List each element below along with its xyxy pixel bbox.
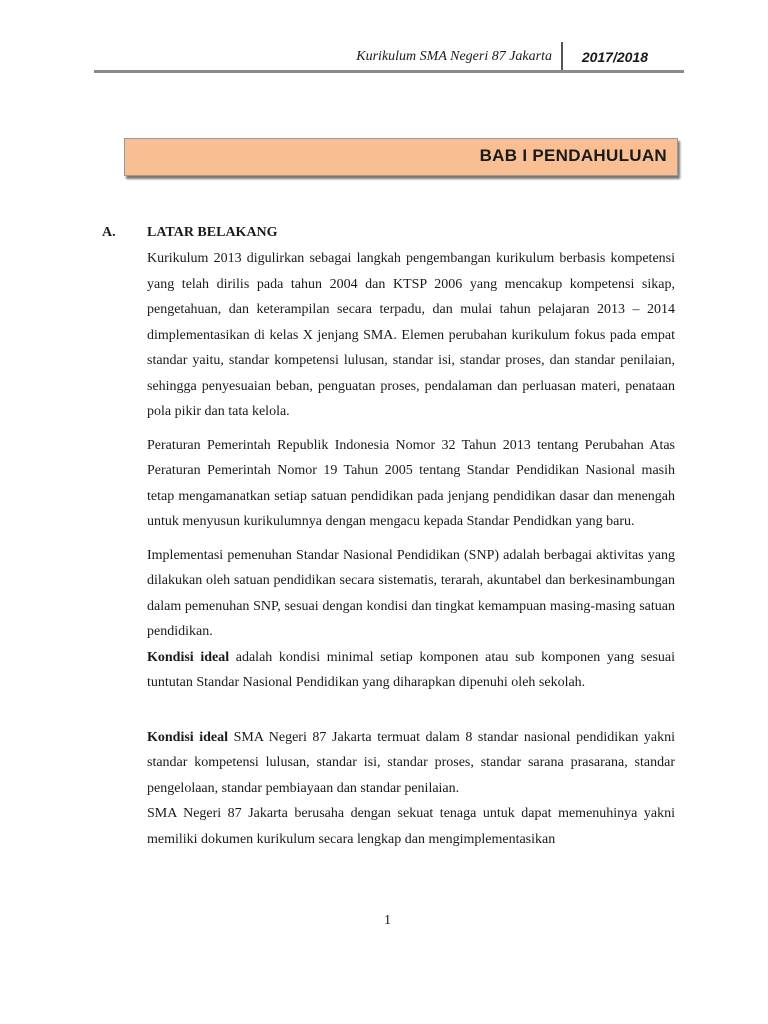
paragraph: SMA Negeri 87 Jakarta berusaha dengan sekuat tenaga untuk dapat memenuhinya yakni memiliki dokumen kurikulum secara lengkap dan mengimplementasikan xyxy=(147,806,675,847)
paragraph xyxy=(147,725,675,802)
header-year: 2017/2018 xyxy=(581,49,648,65)
paragraph: Implementasi pemenuhan Standar Nasional Pendidikan (SNP) adalah berbagai aktivitas yang dilakukan oleh satuan pendidikan secara sistematis, terarah, akuntabel dan berkesinambungan dalam pemenuhan SNP, sesuai dengan kondisi dan tingkat kemampuan masing-masing satuan pendidikan. xyxy=(147,547,675,639)
section-number: A. xyxy=(102,225,116,240)
section-body xyxy=(147,246,675,852)
paragraph-text: SMA Negeri 87 Jakarta termuat dalam 8 standar nasional pendidikan yakni standar kompetensi lulusan, standar isi, standar proses, standar sarana prasarana, standar pengelolaan, standar pembiayaan dan standar penilaian. xyxy=(147,729,675,796)
paragraph: Kurikulum 2013 digulirkan sebagai langkah pengembangan kurikulum berbasis kompetensi yang telah dirilis pada tahun 2004 dan KTSP 2006 yang mencakup kompetensi sikap, pengetahuan, dan keterampilan secara terpadu, dan mulai tahun pelajaran 2013 – 2014 dimplementasikan di kelas X jenjang SMA. Elemen perubahan kurikulum fokus pada empat standar yaitu, standar kompetensi lulusan, standar isi, standar proses, dan standar penilaian, sehingga penyesuaian beban, penguatan proses, pendalaman dan perluasan materi, penataan pola pikir dan tata kelola. xyxy=(147,251,675,419)
paragraph: Peraturan Pemerintah Republik Indonesia Nomor 32 Tahun 2013 tentang Perubahan Atas Peraturan Pemerintah Nomor 19 Tahun 2005 tentang Standar Pendidikan Nasional masih tetap mengamanatkan setiap satuan pendidikan pada jenjang pendidikan dasar dan menengah untuk menyusun kurikulumnya dengan mengacu kepada Standar Pendidkan yang baru. xyxy=(147,437,675,529)
header-rule xyxy=(94,70,684,73)
header-title: Kurikulum SMA Negeri 87 Jakarta xyxy=(356,49,552,64)
paragraph xyxy=(147,645,675,696)
page-header xyxy=(94,42,684,72)
page-number: 1 xyxy=(384,913,391,928)
bold-term: Kondisi ideal xyxy=(147,729,229,745)
section-title: LATAR BELAKANG xyxy=(147,225,278,240)
bold-term: Kondisi ideal xyxy=(147,649,230,665)
paragraph-text: adalah kondisi minimal setiap komponen atau sub komponen yang sesuai tuntutan Standar Nasional Pendidikan yang diharapkan dipenuhi oleh sekolah. xyxy=(147,649,675,690)
chapter-heading-box xyxy=(124,138,678,176)
chapter-title: BAB I PENDAHULUAN xyxy=(479,146,667,165)
header-separator xyxy=(561,42,563,70)
